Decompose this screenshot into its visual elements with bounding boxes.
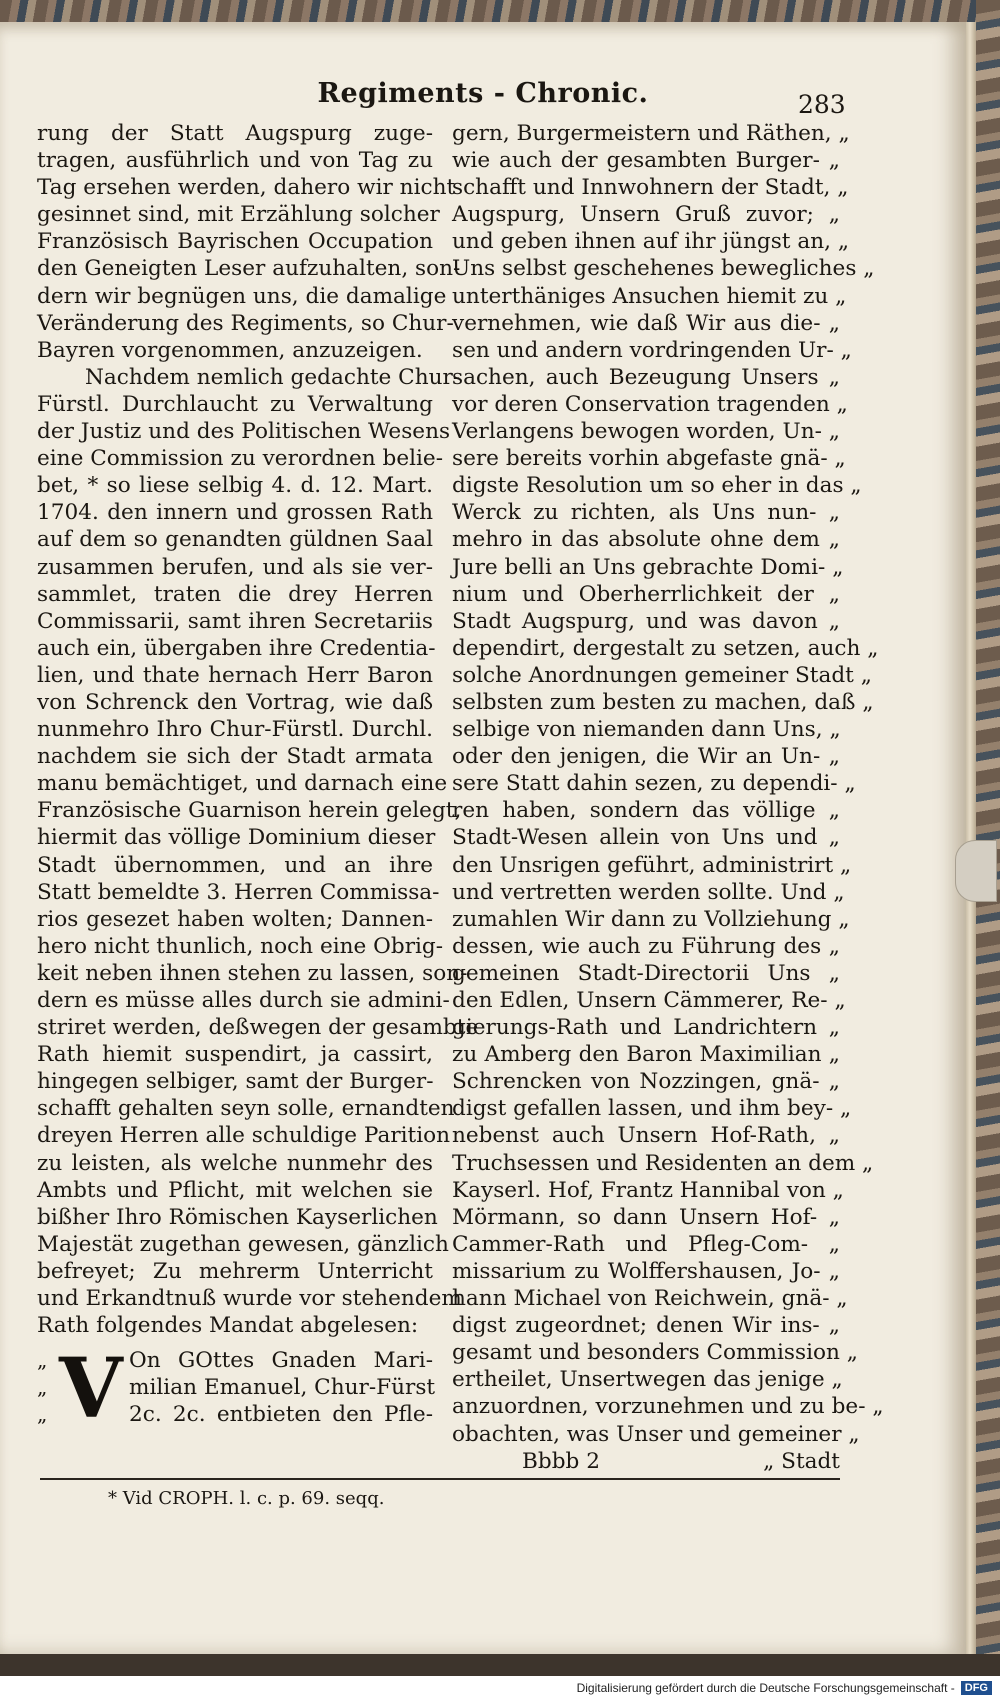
text-line: gesamt und besonders Commission „ [452,1340,858,1366]
digitization-credit [0,1676,1000,1699]
text-line: sere Statt dahin sezen, zu dependi- „ [452,771,856,797]
text-line: sammlet, traten die drey Herren [37,581,433,607]
left-column [37,120,479,1438]
text-line: nebenst auch Unsern Hof-Rath, „ [452,1123,840,1149]
text-line: mehro in das absolute ohne dem „ [452,527,840,553]
signature-line [452,1448,840,1475]
footnote-rule [40,1478,840,1480]
page-edge-stack [966,22,976,1654]
text-line: Kayserl. Hof, Frantz Hannibal von „ [452,1177,844,1203]
text-line: dern es müsse alles durch sie admini- [37,988,450,1013]
text-line: zu leisten, als welche nunmehr des [37,1150,433,1176]
text-line: Augspurg, Unsern Gruß zuvor; „ [452,202,840,228]
text-line: Rath folgendes Mandat abgelesen: [37,1313,419,1339]
text-line: anzuordnen, vorzunehmen und zu be- „ [452,1394,884,1420]
dfg-logo: DFG [961,1681,992,1695]
scan-bottom-border [0,1654,1000,1676]
text-line: vor deren Conservation tragenden „ [452,391,848,417]
text-line: ren haben, sondern das völlige „ [452,798,840,824]
text-line: dependirt, dergestalt zu setzen, auch „ [452,635,879,661]
text-line: digste Resolution um so eher in das „ [452,473,862,499]
text-line: ertheilet, Unsertwegen das jenige „ [452,1367,843,1393]
text-line: Stadt-Wesen allein von Uns und „ [452,825,840,851]
text-line: schafft gehalten seyn solle, ernandten [37,1096,455,1122]
text-line: hann Michael von Reichwein, gnä- „ [452,1286,848,1312]
text-line: rios gesezet haben wolten; Dannen- [37,906,433,932]
text-line: missarium zu Wolffershausen, Jo- „ [452,1258,840,1284]
text-line: oder den jenigen, die Wir an Un- „ [452,744,840,770]
text-line: Ambts und Pflicht, mit welchen sie [37,1177,433,1203]
text-line: wie auch der gesambten Burger- „ [452,148,840,174]
text-line: tragen, ausführlich und von Tag zu [37,148,433,174]
text-line: Cammer-Rath und Pfleg-Com- „ [452,1231,840,1257]
running-title: Regiments - Chronic. [317,78,649,109]
text-line: Fürstl. Durchlaucht zu Verwaltung [37,391,433,417]
text-line: sen und andern vordringenden Ur- „ [452,337,852,363]
quote-mark: „ [37,1348,48,1373]
text-line: und geben ihnen auf ihr jüngst an, „ [452,229,850,255]
text-line: sachen, auch Bezeugung Unsers „ [452,364,840,390]
text-line: Mörmann, so dann Unsern Hof- „ [452,1204,840,1230]
footnote: * Vid CROPH. l. c. p. 69. seqq. [108,1488,385,1509]
text-line: Französisch Bayrischen Occupation [37,229,433,255]
text-line: den Edlen, Unsern Cämmerer, Re- „ [452,988,846,1013]
text-line: und Erkandtnuß wurde vor stehendem [37,1286,462,1312]
text-line: Stadt übernommen, und an ihre [37,852,433,878]
quote-mark: „ [37,1375,48,1400]
right-column [452,120,884,1475]
text-line: keit neben ihnen stehen zu lassen, son- [37,960,468,986]
text-line: milian Emanuel, Chur-Fürst [129,1375,436,1401]
text-line: manu bemächtiget, und darnach eine [37,771,448,797]
text-line: Werck zu richten, als Uns nun- „ [452,500,840,526]
text-line: befreyet; Zu mehrerm Unterricht [37,1258,433,1284]
text-line: lien, und thate hernach Herr Baron [37,662,433,688]
text-line: sere bereits vorhin abgefaste gnä- „ [452,446,846,472]
book-clasp [955,840,997,902]
text-line: Verlangens bewogen worden, Un- „ [452,419,840,445]
text-line: unterthäniges Ansuchen hiemit zu „ [452,283,847,309]
text-line: bißher Ihro Römischen Kayserlichen [37,1204,438,1230]
text-line: bet, * so liese selbig 4. d. 12. Mart. [37,473,433,499]
text-line: hero nicht thunlich, noch eine Obrig- [37,933,444,959]
text-line: von Schrenck den Vortrag, wie daß [37,689,433,715]
text-line: Uns selbst geschehenes bewegliches „ [452,256,875,282]
text-line: Majestät zugethan gewesen, gänzlich [37,1231,449,1257]
credit-text: Digitalisierung gefördert durch die Deutsche Forschungsgemeinschaft - [576,1680,955,1695]
text-line: Bayren vorgenommen, anzuzeigen. [37,337,423,363]
text-line: solche Anordnungen gemeiner Stadt „ [452,662,872,688]
text-line: Stadt Augspurg, und was davon „ [452,608,840,634]
text-line: dessen, wie auch zu Führung des „ [452,933,840,959]
text-line: auf dem so genandten güldnen Saal [37,527,433,553]
text-line: selbige von niemanden dann Uns, „ [452,717,841,743]
text-line: nium und Oberherrlichkeit der „ [452,581,840,607]
text-line: On GOttes Gnaden Mari- [129,1348,433,1374]
text-line: gesinnet sind, mit Erzählung solcher [37,202,440,228]
text-line: obachten, was Unser und gemeiner „ [452,1421,860,1447]
text-line: 2c. 2c. entbieten den Pfle- [129,1402,433,1428]
text-line: vernehmen, wie daß Wir aus die- „ [452,310,840,336]
quote-mark: „ [37,1402,48,1427]
text-line: hiermit das völlige Dominium dieser [37,825,436,851]
text-line: digst gefallen lassen, und ihm bey- „ [452,1096,852,1122]
text-line: den Unsrigen geführt, administrirt „ [452,852,852,878]
drop-cap-initial: V [59,1341,123,1438]
text-line: nachdem sie sich der Stadt armata [37,744,433,770]
text-line: dern wir begnügen uns, die damalige [37,283,447,309]
text-line: Statt bemeldte 3. Herren Commissa- [37,879,440,905]
catchword: „ Stadt [763,1448,840,1474]
text-line: selbsten zum besten zu machen, daß „ [452,689,874,715]
text-line: den Geneigten Leser aufzuhalten, son- [37,256,461,282]
text-line: rung der Statt Augspurg zuge- [37,121,433,146]
text-line: eine Commission zu verordnen belie- [37,446,444,472]
text-line: 1704. den innern und grossen Rath [37,500,433,526]
text-line: zumahlen Wir dann zu Vollziehung „ [452,906,850,932]
text-line: digst zugeordnet; denen Wir ins- „ [452,1313,840,1339]
text-line: Französische Guarnison herein gelegt, [37,798,462,824]
text-line: Nachdem nemlich gedachte Chur- [85,364,461,390]
text-line: hingegen selbiger, samt der Burger- [37,1069,434,1095]
text-line: gierungs-Rath und Landrichtern „ [452,1015,840,1041]
signature-mark: Bbbb 2 [522,1448,600,1474]
text-line: der Justiz und des Politischen Wesens [37,419,451,445]
text-line: Tag ersehen werden, dahero wir nicht [37,175,456,201]
text-line: nunmehro Ihro Chur-Fürstl. Durchl. [37,717,433,743]
text-line: dreyen Herren alle schuldige Parition [37,1123,451,1149]
text-line: Veränderung des Regiments, so Chur- [37,310,454,336]
text-line: zu Amberg den Baron Maximilian „ [452,1042,840,1068]
text-line: Truchsessen und Residenten an dem „ [452,1150,874,1176]
text-line: Commissarii, samt ihren Secretariis [37,608,433,634]
text-line: zusammen berufen, und als sie ver- [37,554,433,580]
text-line: striret werden, deßwegen der gesambte [37,1015,479,1041]
text-line: Jure belli an Uns gebrachte Domi- „ [452,554,844,580]
text-line: gern, Burgermeistern und Räthen, „ [452,121,850,146]
text-line: gemeinen Stadt-Directorii Uns „ [452,960,840,986]
text-line: und vertretten werden sollte. Und „ [452,879,845,905]
text-line: Rath hiemit suspendirt, ja cassirt, [37,1042,433,1068]
text-line: auch ein, übergaben ihre Credentia- [37,635,436,661]
page-number: 283 [798,90,846,119]
mandate-opening [37,1341,436,1438]
text-line: Schrencken von Nozzingen, gnä- „ [452,1069,840,1095]
text-line: schafft und Innwohnern der Stadt, „ [452,175,849,201]
